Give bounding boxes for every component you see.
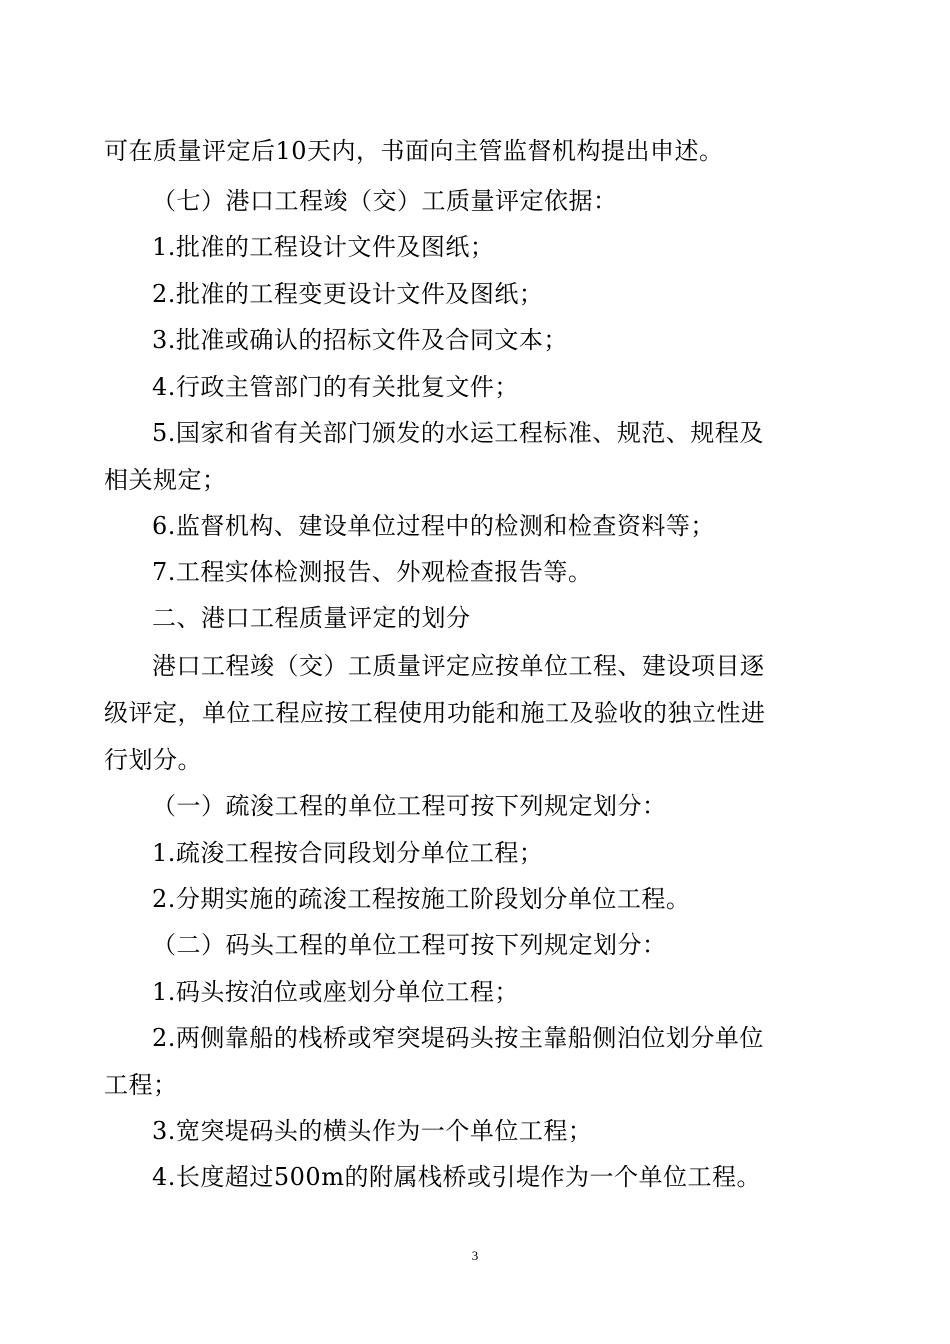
- list-item: 4.行政主管部门的有关批复文件；: [152, 373, 519, 401]
- section-heading: （二）码头工程的单位工程可按下列规定划分：: [152, 931, 667, 959]
- list-item: 1.码头按泊位或座划分单位工程；: [152, 978, 519, 1006]
- section-heading: 二、港口工程质量评定的划分: [152, 604, 471, 632]
- list-item-continuation: 工程；: [104, 1071, 178, 1099]
- page-number: 3: [471, 1248, 479, 1263]
- list-item: 1.疏浚工程按合同段划分单位工程；: [152, 839, 544, 867]
- list-item: 2.分期实施的疏浚工程按施工阶段划分单位工程。: [152, 885, 691, 913]
- list-item: 5.国家和省有关部门颁发的水运工程标准、规范、规程及: [152, 419, 764, 447]
- list-item: 2.批准的工程变更设计文件及图纸；: [152, 280, 544, 308]
- list-item: 1.批准的工程设计文件及图纸；: [152, 233, 495, 261]
- list-item: 3.批准或确认的招标文件及合同文本；: [152, 326, 568, 354]
- list-item: 7.工程实体检测报告、外观检查报告等。: [152, 558, 593, 586]
- section-heading: （一）疏浚工程的单位工程可按下列规定划分：: [152, 792, 667, 820]
- list-item: 3.宽突堤码头的横头作为一个单位工程；: [152, 1117, 593, 1145]
- list-item-continuation: 相关规定；: [104, 466, 227, 494]
- paragraph-line: 可在质量评定后10天内，书面向主管监督机构提出申述。: [104, 137, 724, 165]
- paragraph-line: 级评定，单位工程应按工程使用功能和施工及验收的独立性进: [104, 699, 766, 727]
- section-heading: （七）港口工程竣（交）工质量评定依据：: [152, 187, 618, 215]
- paragraph-line: 行划分。: [104, 746, 202, 774]
- paragraph-line: 港口工程竣（交）工质量评定应按单位工程、建设项目逐: [152, 652, 765, 680]
- list-item: 4.长度超过500m的附属栈桥或引堤作为一个单位工程。: [152, 1163, 761, 1191]
- list-item: 2.两侧靠船的栈桥或窄突堤码头按主靠船侧泊位划分单位: [152, 1024, 764, 1052]
- list-item: 6.监督机构、建设单位过程中的检测和检查资料等；: [152, 512, 715, 540]
